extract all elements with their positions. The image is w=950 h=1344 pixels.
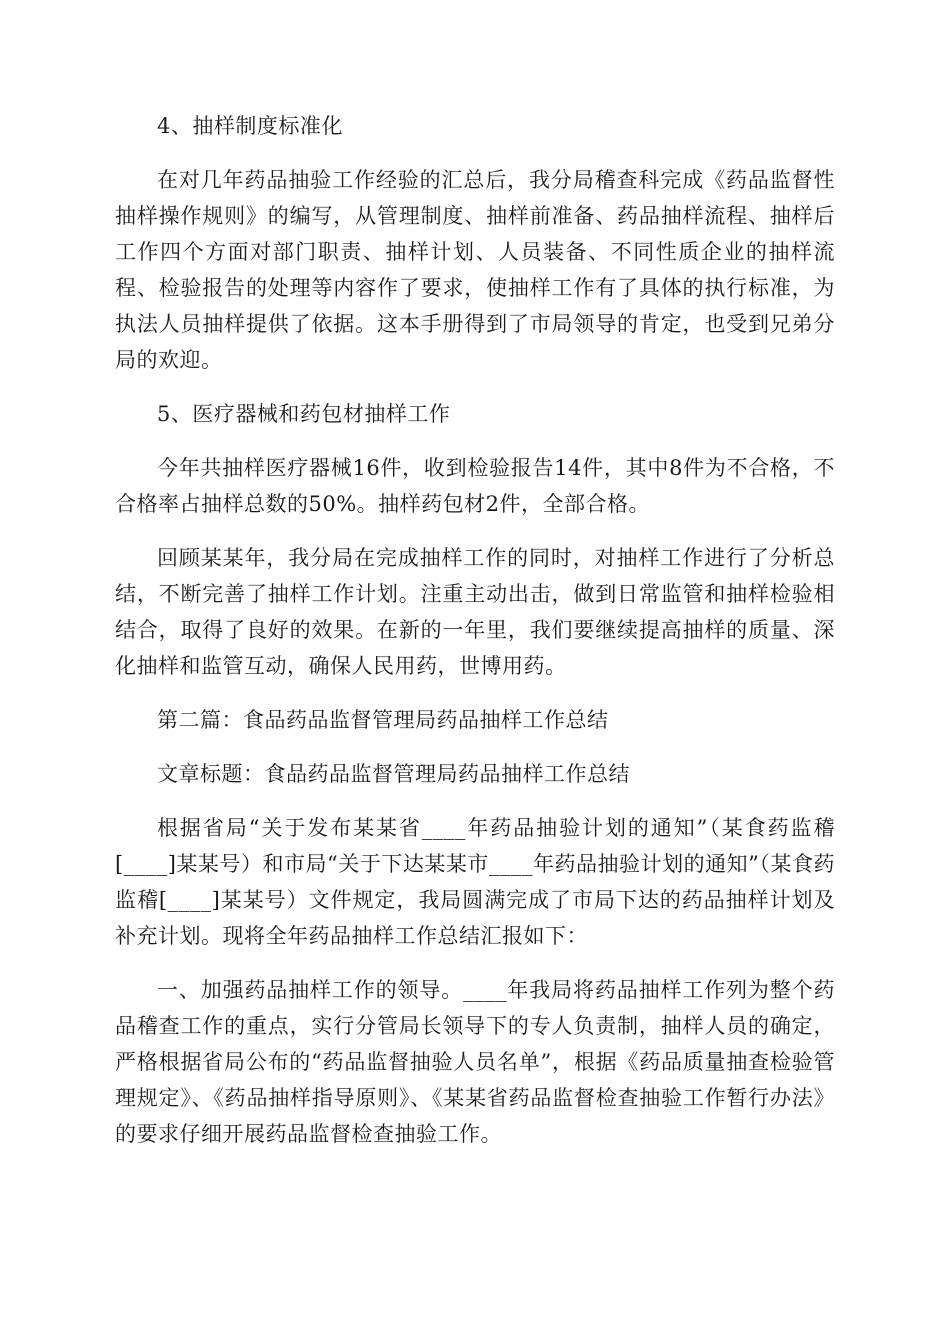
- document-body: [115, 108, 835, 1170]
- paragraph-sampling-rules: 在对几年药品抽验工作经验的汇总后，我分局稽查科完成《药品监督性抽样操作规则》的编写，从管理制度、抽样前准备、药品抽样流程、抽样后工作四个方面对部门职责、抽样计划、人员装备、不同性质企业的抽样流程、检验报告的处理等内容作了要求，使抽样工作有了具体的执行标准，为执法人员抽样提供了依据。这本手册得到了市局领导的肯定，也受到兄弟分局的欢迎。: [115, 168, 835, 372]
- paragraph-review: 回顾某某年，我分局在完成抽样工作的同时，对抽样工作进行了分析总结，不断完善了抽样工作计划。注重主动出击，做到日常监管和抽样检验相结合，取得了良好的效果。在新的一年里，我们要继续提高抽样的质量、深化抽样和监管互动，确保人民用药，世博用药。: [115, 546, 835, 678]
- article-title: 文章标题：食品药品监督管理局药品抽样工作总结: [157, 762, 630, 786]
- paragraph-leadership: 一、加强药品抽样工作的领导。____年我局将药品抽样工作列为整个药品稽查工作的重点，实行分管局长领导下的专人负责制，抽样人员的确定，严格根据省局公布的“药品监督抽验人员名单”，根据《药品质量抽查检验管理规定》、《药品抽样指导原则》、《某某省药品监督检查抽验工作暂行办法》的要求仔细开展药品监督检查抽验工作。: [115, 978, 835, 1146]
- paragraph-device-sampling: 今年共抽样医疗器械16件，收到检验报告14件，其中8件为不合格，不合格率占抽样总数的50%。抽样药包材2件，全部合格。: [115, 456, 835, 516]
- section-heading-5: 5、医疗器械和药包材抽样工作: [157, 402, 451, 426]
- section-heading-4: 4、抽样制度标准化: [157, 114, 343, 138]
- paragraph-basis: 根据省局“关于发布某某省____年药品抽验计划的通知”（某食药监稽[____]某某号）和市局“关于下达某某市____年药品抽验计划的通知”（某食药监稽[____]某某号）文件规定，我局圆满完成了市局下达的药品抽样计划及补充计划。现将全年药品抽样工作总结汇报如下：: [115, 816, 835, 948]
- part-two-heading: 第二篇：食品药品监督管理局药品抽样工作总结: [157, 708, 609, 732]
